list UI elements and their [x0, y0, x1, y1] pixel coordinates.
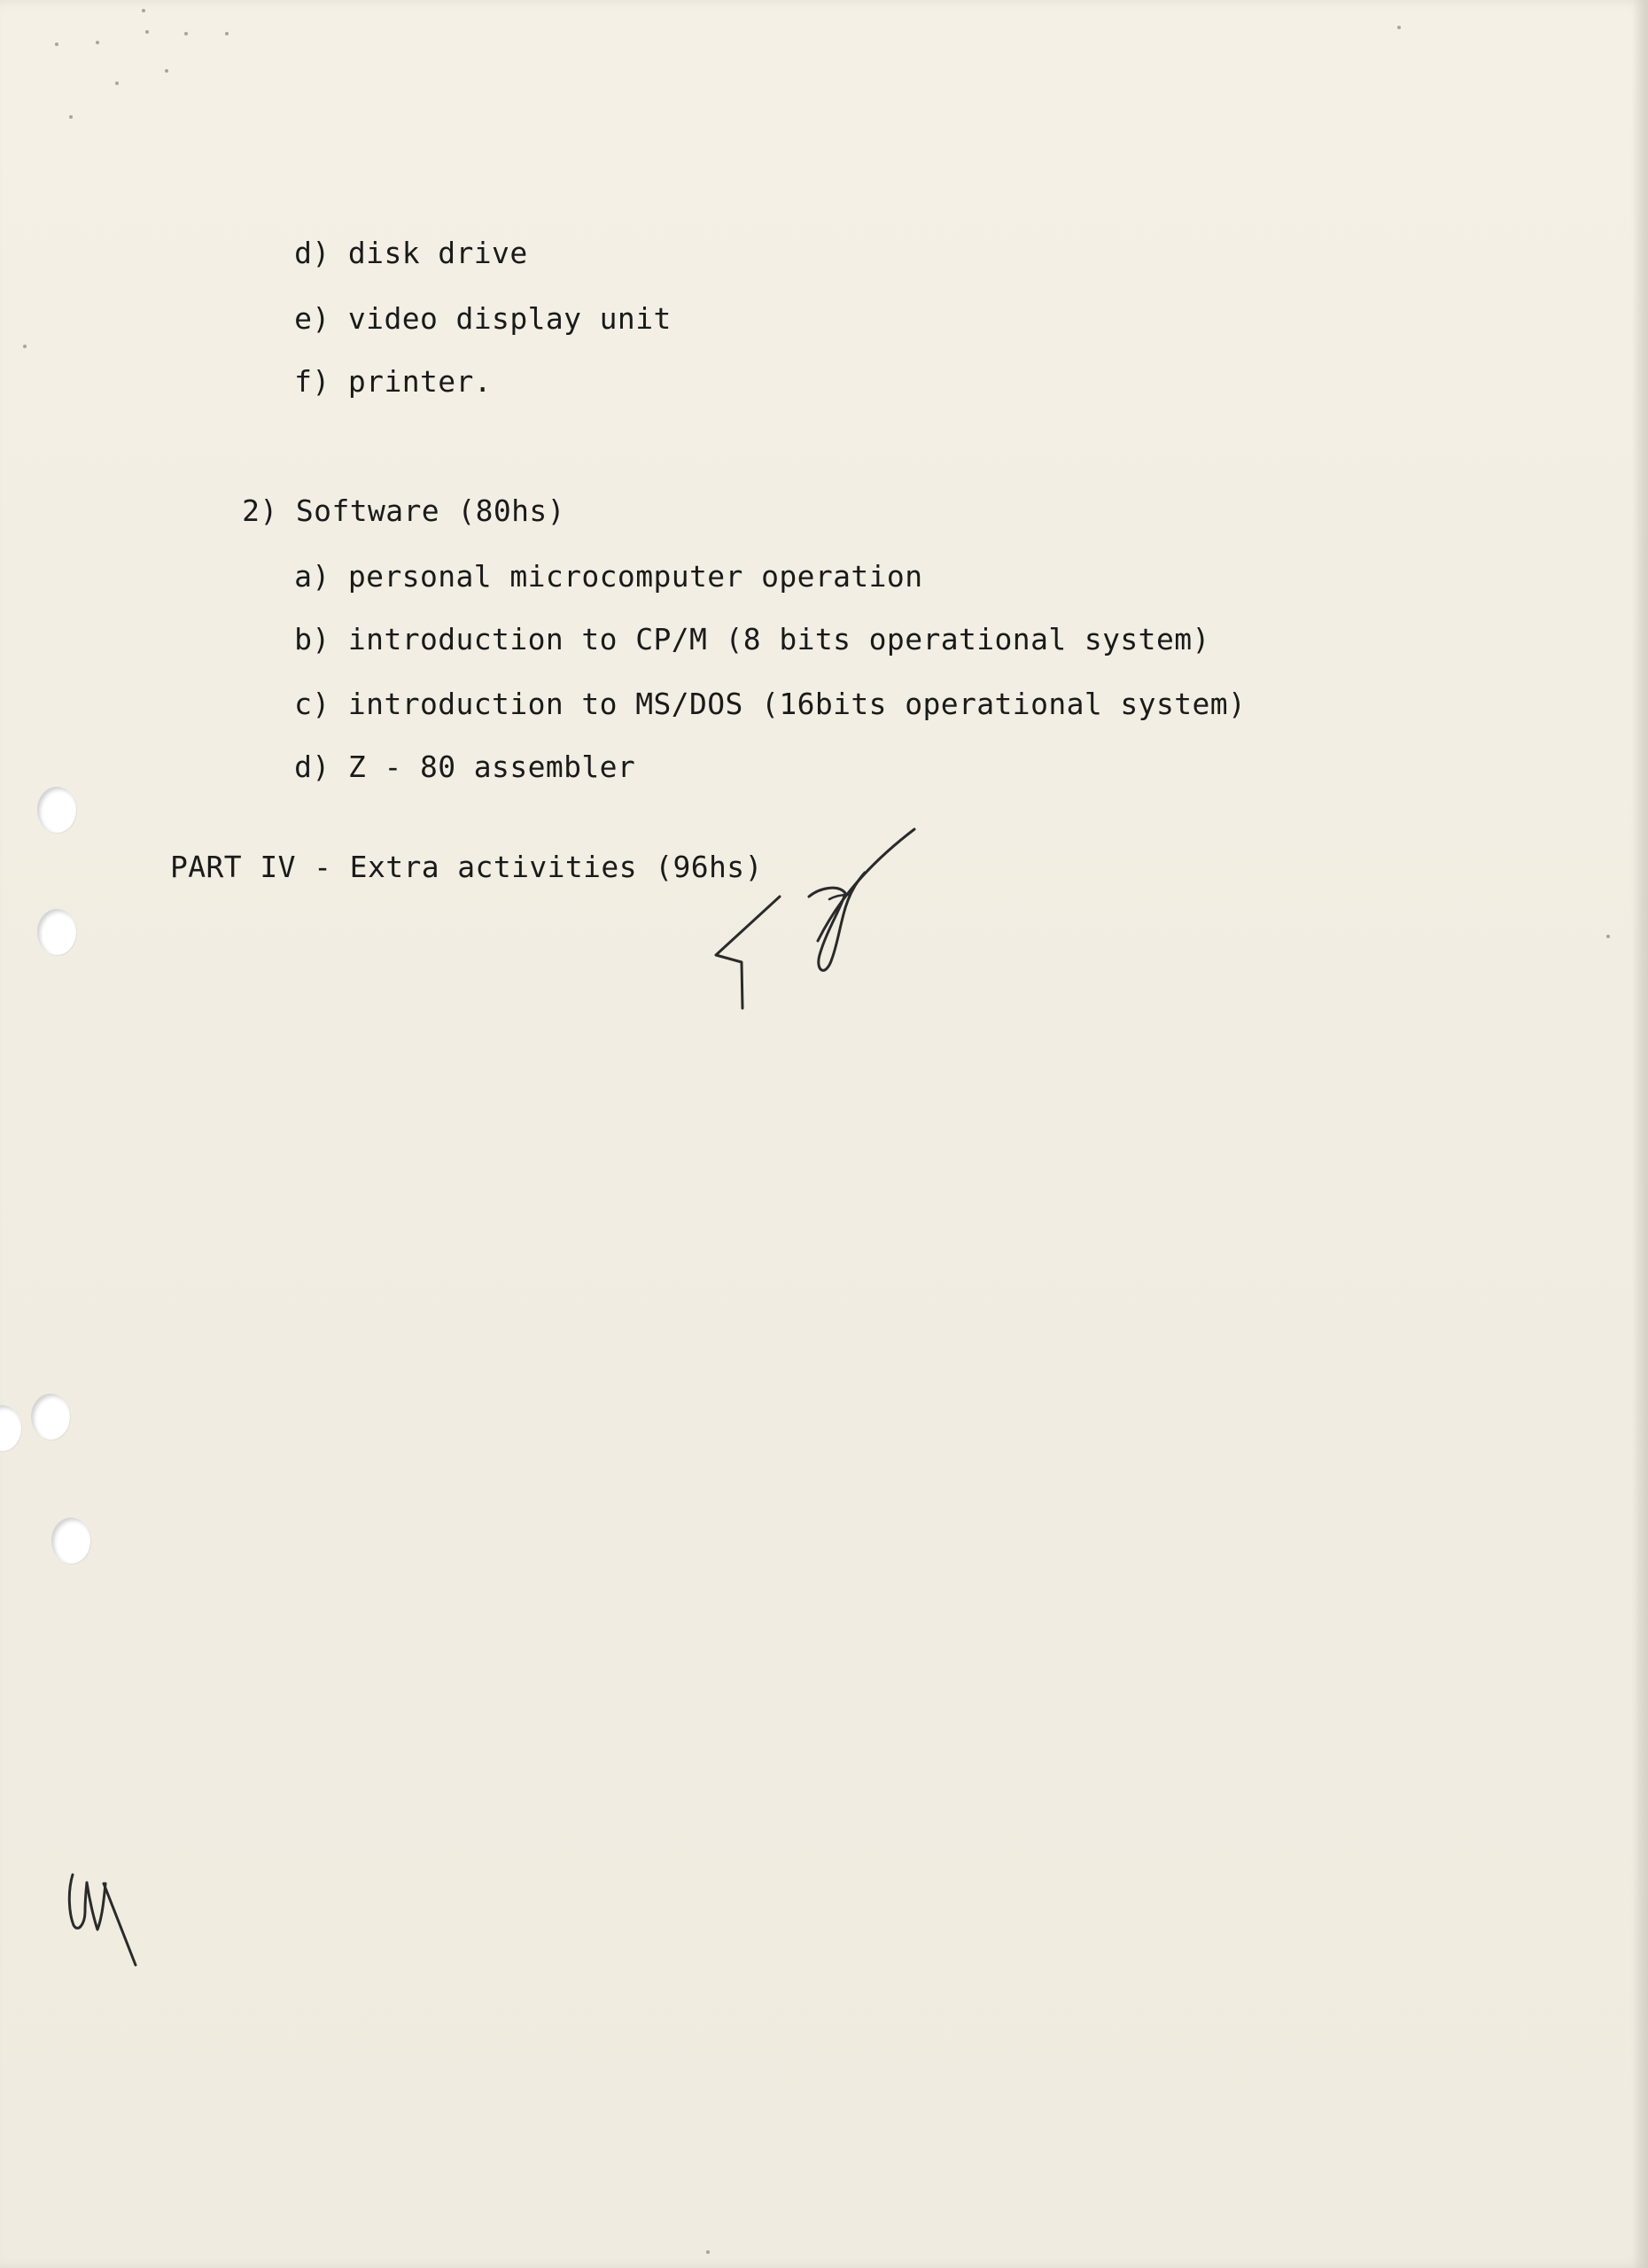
paper-speck [142, 9, 145, 12]
punch-hole [37, 909, 76, 955]
section-label: 2) [242, 493, 278, 528]
item-label: d) [294, 236, 330, 270]
punch-hole [31, 1394, 70, 1440]
item-text: introduction to MS/DOS (16bits operational system) [347, 687, 1247, 721]
initials-mark [62, 1862, 151, 1977]
paper-speck [55, 43, 58, 46]
item-text: printer. [347, 364, 493, 399]
item-label: d) [294, 750, 330, 784]
paper-speck [165, 69, 168, 73]
paper-speck [225, 32, 229, 35]
item-text: video display unit [347, 301, 672, 336]
paper-speck [184, 32, 188, 35]
item-label: c) [294, 687, 330, 721]
paper-speck [115, 82, 119, 85]
paper-speck [706, 2250, 710, 2254]
punch-hole [0, 1405, 21, 1451]
punch-hole [37, 787, 76, 833]
paper-speck [23, 345, 27, 348]
page-edge-shadow [1632, 0, 1648, 2268]
part-iv-heading: PART IV - Extra activities (96hs) [170, 850, 763, 884]
item-text: Z - 80 assembler [347, 750, 636, 784]
punch-hole [51, 1518, 90, 1564]
paper-speck [96, 41, 99, 44]
paper-speck [1397, 26, 1401, 29]
item-label: e) [294, 301, 330, 336]
paper-speck [69, 115, 73, 119]
item-label: a) [294, 559, 330, 594]
item-label: b) [294, 622, 330, 656]
item-text: personal microcomputer operation [347, 559, 923, 594]
item-text: disk drive [347, 236, 528, 270]
hardware-item-f [222, 338, 492, 425]
paper-speck [1606, 935, 1610, 938]
section-title: Software (80hs) [295, 493, 565, 528]
paper-speck [145, 30, 149, 34]
software-item-d [222, 723, 635, 811]
item-text: introduction to CP/M (8 bits operational system) [347, 622, 1210, 656]
item-label: f) [294, 364, 330, 399]
